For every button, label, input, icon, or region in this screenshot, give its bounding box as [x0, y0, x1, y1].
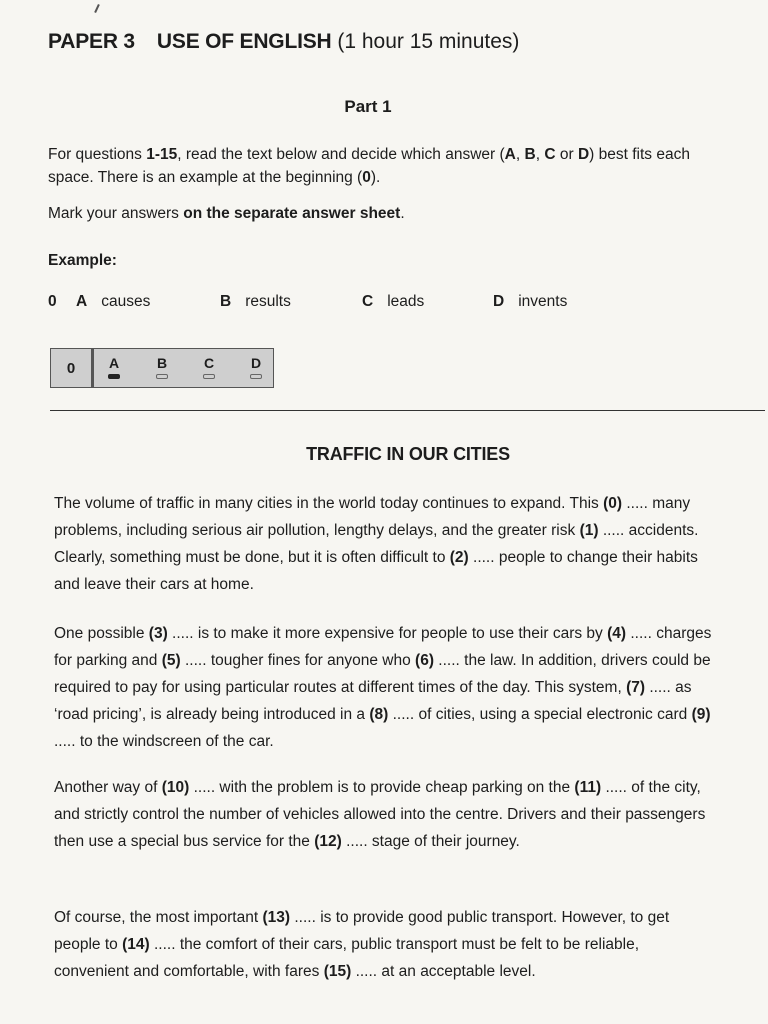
- choice-letter: A: [108, 355, 120, 371]
- choice-letter: D: [250, 355, 262, 371]
- option-text: leads: [387, 293, 425, 310]
- instructions-answer-sheet: [48, 202, 708, 225]
- paragraph: One possible (3) ..... is to make it more expensive for people to use their cars by (4) ..... charges for parking and (5) ..... tougher fines for anyone who (6) ..... the law. In addition, drivers could be required to pay for using particular routes at different times of the day. This system, (7) ..... as ‘road pricing’, is already being introduced in a (8) ..... of cities, using a special electronic card (9) ..... to the windscreen of the car.: [54, 625, 712, 750]
- instr-example-number: 0: [362, 169, 371, 186]
- instr-letter: A: [504, 146, 516, 163]
- part-heading: Part 1: [344, 97, 392, 116]
- instr-text: or: [555, 146, 578, 163]
- paragraph: Another way of (10) ..... with the problem is to provide cheap parking on the (11) ..... of the city, and strictly control the number of vehicles allowed into the centre. Drivers and their passengers then use a special bus service for the (12) ..... stage of their journey.: [54, 779, 706, 850]
- instructions-questions: [48, 143, 708, 189]
- paper-number: PAPER 3: [48, 30, 135, 53]
- answer-choice-d: [246, 355, 266, 379]
- paragraph: Of course, the most important (13) ..... is to provide good public transport. However, to get people to (14) ..... the comfort of their cars, public transport must be felt to be reliable, convenient and comfortable, with fares (15) ..... at an acceptable level.: [54, 909, 670, 980]
- choice-letter: B: [156, 355, 168, 371]
- option-text: causes: [101, 293, 151, 310]
- instr-text: ,: [535, 146, 545, 163]
- instr-text: ,: [515, 146, 525, 163]
- option-letter: B: [220, 293, 232, 310]
- option-text: invents: [518, 293, 568, 310]
- answer-choice-a: [104, 355, 124, 379]
- example-options: [48, 293, 688, 317]
- choice-lozenge: [108, 374, 120, 379]
- example-option-a: [76, 293, 150, 311]
- instr-text: , read the text below and decide which answer (: [177, 146, 505, 163]
- instr-text: For questions: [48, 146, 147, 163]
- paragraph: The volume of traffic in many cities in the world today continues to expand. This (0) ..... many problems, including serious air pollution, lengthy delays, and the greater risk (1) ..... accidents. Clearly, something must be done, but it is often difficult to (2) ..... people to change their habits and leave their cars at home.: [54, 495, 699, 593]
- answer-box-choices: [92, 349, 273, 387]
- instr-letter: D: [577, 146, 590, 163]
- instr-text: ) best fits each space. There is an example at the beginning (: [48, 146, 690, 186]
- option-letter: A: [76, 293, 88, 310]
- pen-mark: [94, 4, 100, 13]
- example-number-text: 0: [48, 293, 57, 310]
- option-letter: C: [362, 293, 374, 310]
- instr-letter: B: [524, 146, 536, 163]
- answer-choice-c: [199, 355, 219, 379]
- answer-choice-b: [152, 355, 172, 379]
- choice-letter: C: [203, 355, 215, 371]
- instr-text: Mark your answers: [48, 205, 184, 222]
- paper-duration: (1 hour 15 minutes): [337, 30, 520, 53]
- option-text: results: [245, 293, 291, 310]
- instr-emphasis: on the separate answer sheet: [183, 205, 401, 222]
- choice-lozenge: [250, 374, 262, 379]
- paper-title: USE OF ENGLISH: [156, 30, 332, 53]
- text-title: TRAFFIC IN OUR CITIES: [306, 444, 510, 464]
- instr-range: 1-15: [146, 146, 178, 163]
- example-option-b: [220, 293, 291, 311]
- choice-lozenge: [203, 374, 215, 379]
- answer-box-number: 0: [51, 349, 92, 387]
- example-number: [48, 293, 57, 311]
- instr-text: ).: [370, 169, 381, 186]
- example-option-c: [362, 293, 424, 311]
- section-divider: [50, 410, 765, 411]
- example-option-d: [493, 293, 567, 311]
- example-label: Example:: [48, 252, 117, 269]
- option-letter: D: [493, 293, 505, 310]
- paper-header: [48, 30, 519, 54]
- instr-text: .: [400, 205, 405, 222]
- choice-lozenge: [156, 374, 168, 379]
- example-answer-box: [50, 348, 274, 388]
- instr-letter: C: [544, 146, 556, 163]
